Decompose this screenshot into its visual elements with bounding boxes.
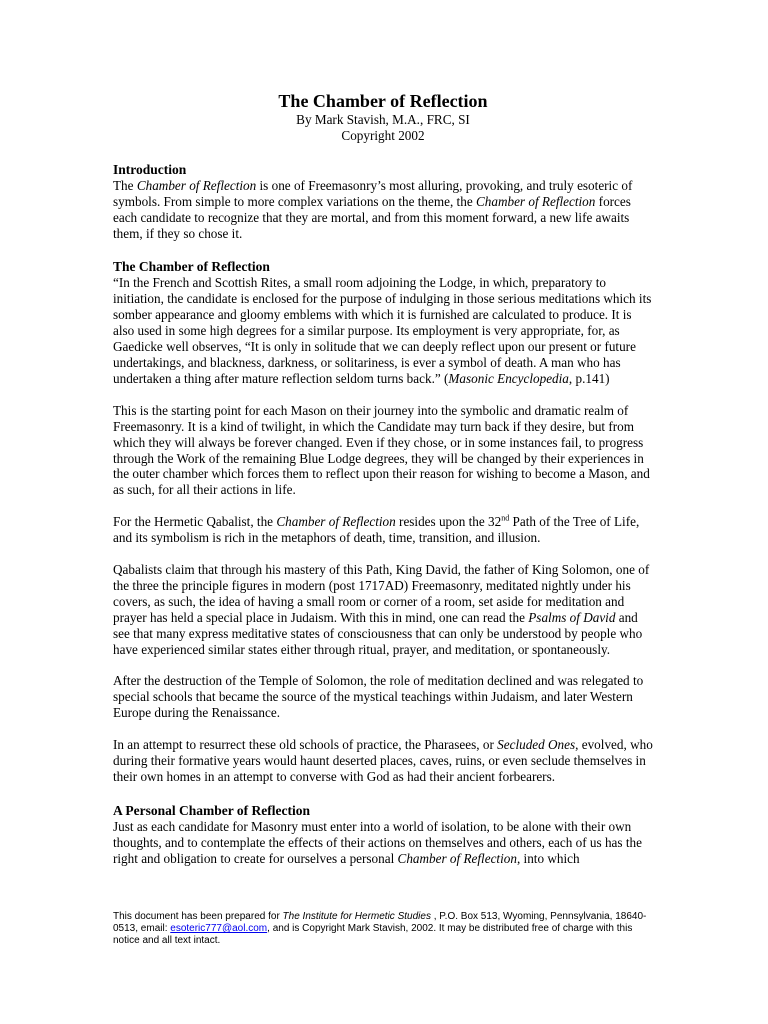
- spacer: [113, 498, 653, 514]
- section-heading-chamber: The Chamber of Reflection: [113, 259, 270, 275]
- spacer: [113, 657, 653, 673]
- chamber-quote-paragraph: “In the French and Scottish Rites, a small room adjoining the Lodge, in which, preparatory to initiation, the candidate is enclosed for the purpose of indulging in those serious meditations which its somber appearance and gloomy emblems with which it is furnished are calculated to produce. It is also used in some high degrees for a similar purpose. Its employment is very appropriate, for, as Gaedicke well observes, “It is only in solitude that we can deeply reflect upon our present or future undertakings, and blackness, darkness, or solitariness, is ever a symbol of death. A man who has undertaken a thing after mature reflection seldom turns back.” (Masonic Encyclopedia, p.141): [113, 275, 652, 386]
- king-david-paragraph: Qabalists claim that through his mastery of this Path, King David, the father of King Solomon, one of the three the principle figures in modern (post 1717AD) Freemasonry, meditated nightly under his covers, as such, the idea of having a small room or corner of a room, set aside for meditation and prayer has held a special place in Judaism. With this in mind, one can read the Psalms of David and see that many express meditative states of consciousness that can only be understood by people who have experienced similar states either through ritual, prayer, and meditation, or spontaneously.: [113, 562, 650, 657]
- spacer: [113, 144, 653, 162]
- intro-paragraph: The Chamber of Reflection is one of Freemasonry’s most alluring, provoking, and truly esoteric of symbols. From simple to more complex variations on the theme, the Chamber of Reflection forces each candidate to recognize that they are mortal, and from this moment forward, a new life awaits them, if they so chose it.: [113, 177, 633, 241]
- spacer: [113, 241, 653, 259]
- spacer: [113, 546, 653, 562]
- author-byline: By Mark Stavish, M.A., FRC, SI: [296, 112, 470, 127]
- page-footer: This document has been prepared for The Institute for Hermetic Studies , P.O. Box 513, Wyoming, Pennsylvania, 18640-0513, email: esoteric777@aol.com, and is Copyright Mark Stavish, 2002. It may be distributed free of charge with this notice and all text intact.: [113, 911, 647, 946]
- spacer: [113, 785, 653, 803]
- qabalist-paragraph: For the Hermetic Qabalist, the Chamber of Reflection resides upon the 32nd Path of the Tree of Life, and its symbolism is rich in the metaphors of death, time, transition, and illusion.: [113, 513, 640, 546]
- pharasees-paragraph: In an attempt to resurrect these old schools of practice, the Pharasees, or Secluded Ones, evolved, who during their formative years would haunt deserted places, caves, ruins, or even seclude themselves in their own homes in an attempt to converse with God as had their ancient forbearers.: [113, 737, 653, 784]
- copyright-line: Copyright 2002: [341, 127, 425, 143]
- personal-chamber-paragraph: Just as each candidate for Masonry must enter into a world of isolation, to be alone with their own thoughts, and to contemplate the effects of their actions on themselves and others, each of us has the right and obligation to create for ourselves a personal Chamber of Reflection, into which: [113, 818, 642, 866]
- section-heading-introduction: Introduction: [113, 161, 187, 177]
- spacer: [113, 387, 653, 403]
- page-title: The Chamber of Reflection: [278, 91, 488, 111]
- document-page: [113, 90, 653, 867]
- section-heading-personal-chamber: A Personal Chamber of Reflection: [113, 802, 310, 818]
- email-link[interactable]: esoteric777@aol.com: [170, 923, 268, 934]
- spacer: [113, 721, 653, 737]
- temple-destruction-paragraph: After the destruction of the Temple of Solomon, the role of meditation declined and was relegated to special schools that became the source of the mystical teachings within Judaism, and later Western Europe during the Renaissance.: [113, 673, 644, 721]
- institute-name: The Institute for Hermetic Studies: [282, 911, 431, 922]
- mason-journey-paragraph: This is the starting point for each Mason on their journey into the symbolic and dramatic realm of Freemasonry. It is a kind of twilight, in which the Candidate may turn back if they desire, but from which they will always be forever changed. Even if they chose, or in some instances fail, to progress through the Work of the remaining Blue Lodge degrees, they will be changed by their experiences in the outer chamber which forces them to reflect upon their reason for wishing to become a Mason, and as such, for all their actions in life.: [113, 402, 650, 498]
